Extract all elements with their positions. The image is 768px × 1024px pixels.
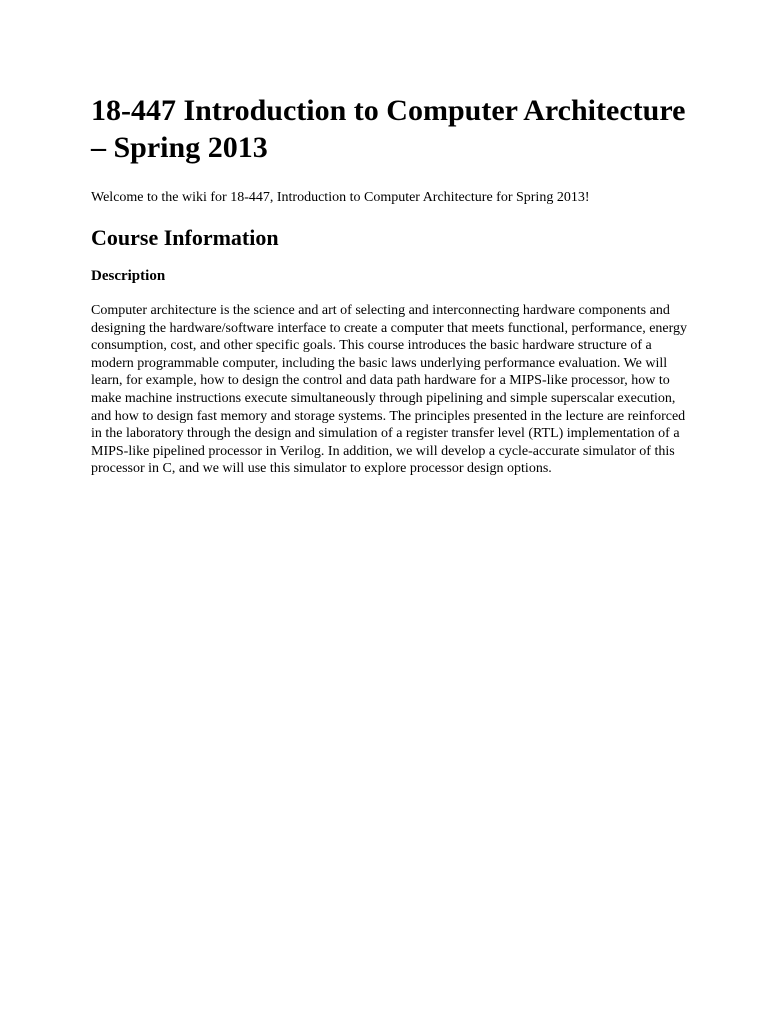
description-paragraph: Computer architecture is the science and art of selecting and interconnecting hardware components and designing the hardware/software interface to create a computer that meets functional, performance, energy consumption, cost, and other specific goals. This course introduces the basic hardware structure of a modern programmable computer, including the basic laws underlying performance evaluation. We will learn, for example, how to design the control and data path hardware for a MIPS-like processor, how to make machine instructions execute simultaneously through pipelining and simple superscalar execution, and how to design fast memory and storage systems. The principles presented in the lecture are reinforced in the laboratory through the design and simulation of a register transfer level (RTL) implementation of a MIPS-like pipelined processor in Verilog. In addition, we will develop a cycle-accurate simulator of this processor in C, and we will use this simulator to explore processor design options. [91,303,688,477]
description-heading: Description [91,268,166,284]
welcome-paragraph: Welcome to the wiki for 18-447, Introduction to Computer Architecture for Spring 2013! [91,190,590,205]
course-information-heading: Course Information [91,225,279,250]
document-page [91,92,691,478]
page-title: 18-447 Introduction to Computer Architecture – Spring 2013 [91,94,686,164]
